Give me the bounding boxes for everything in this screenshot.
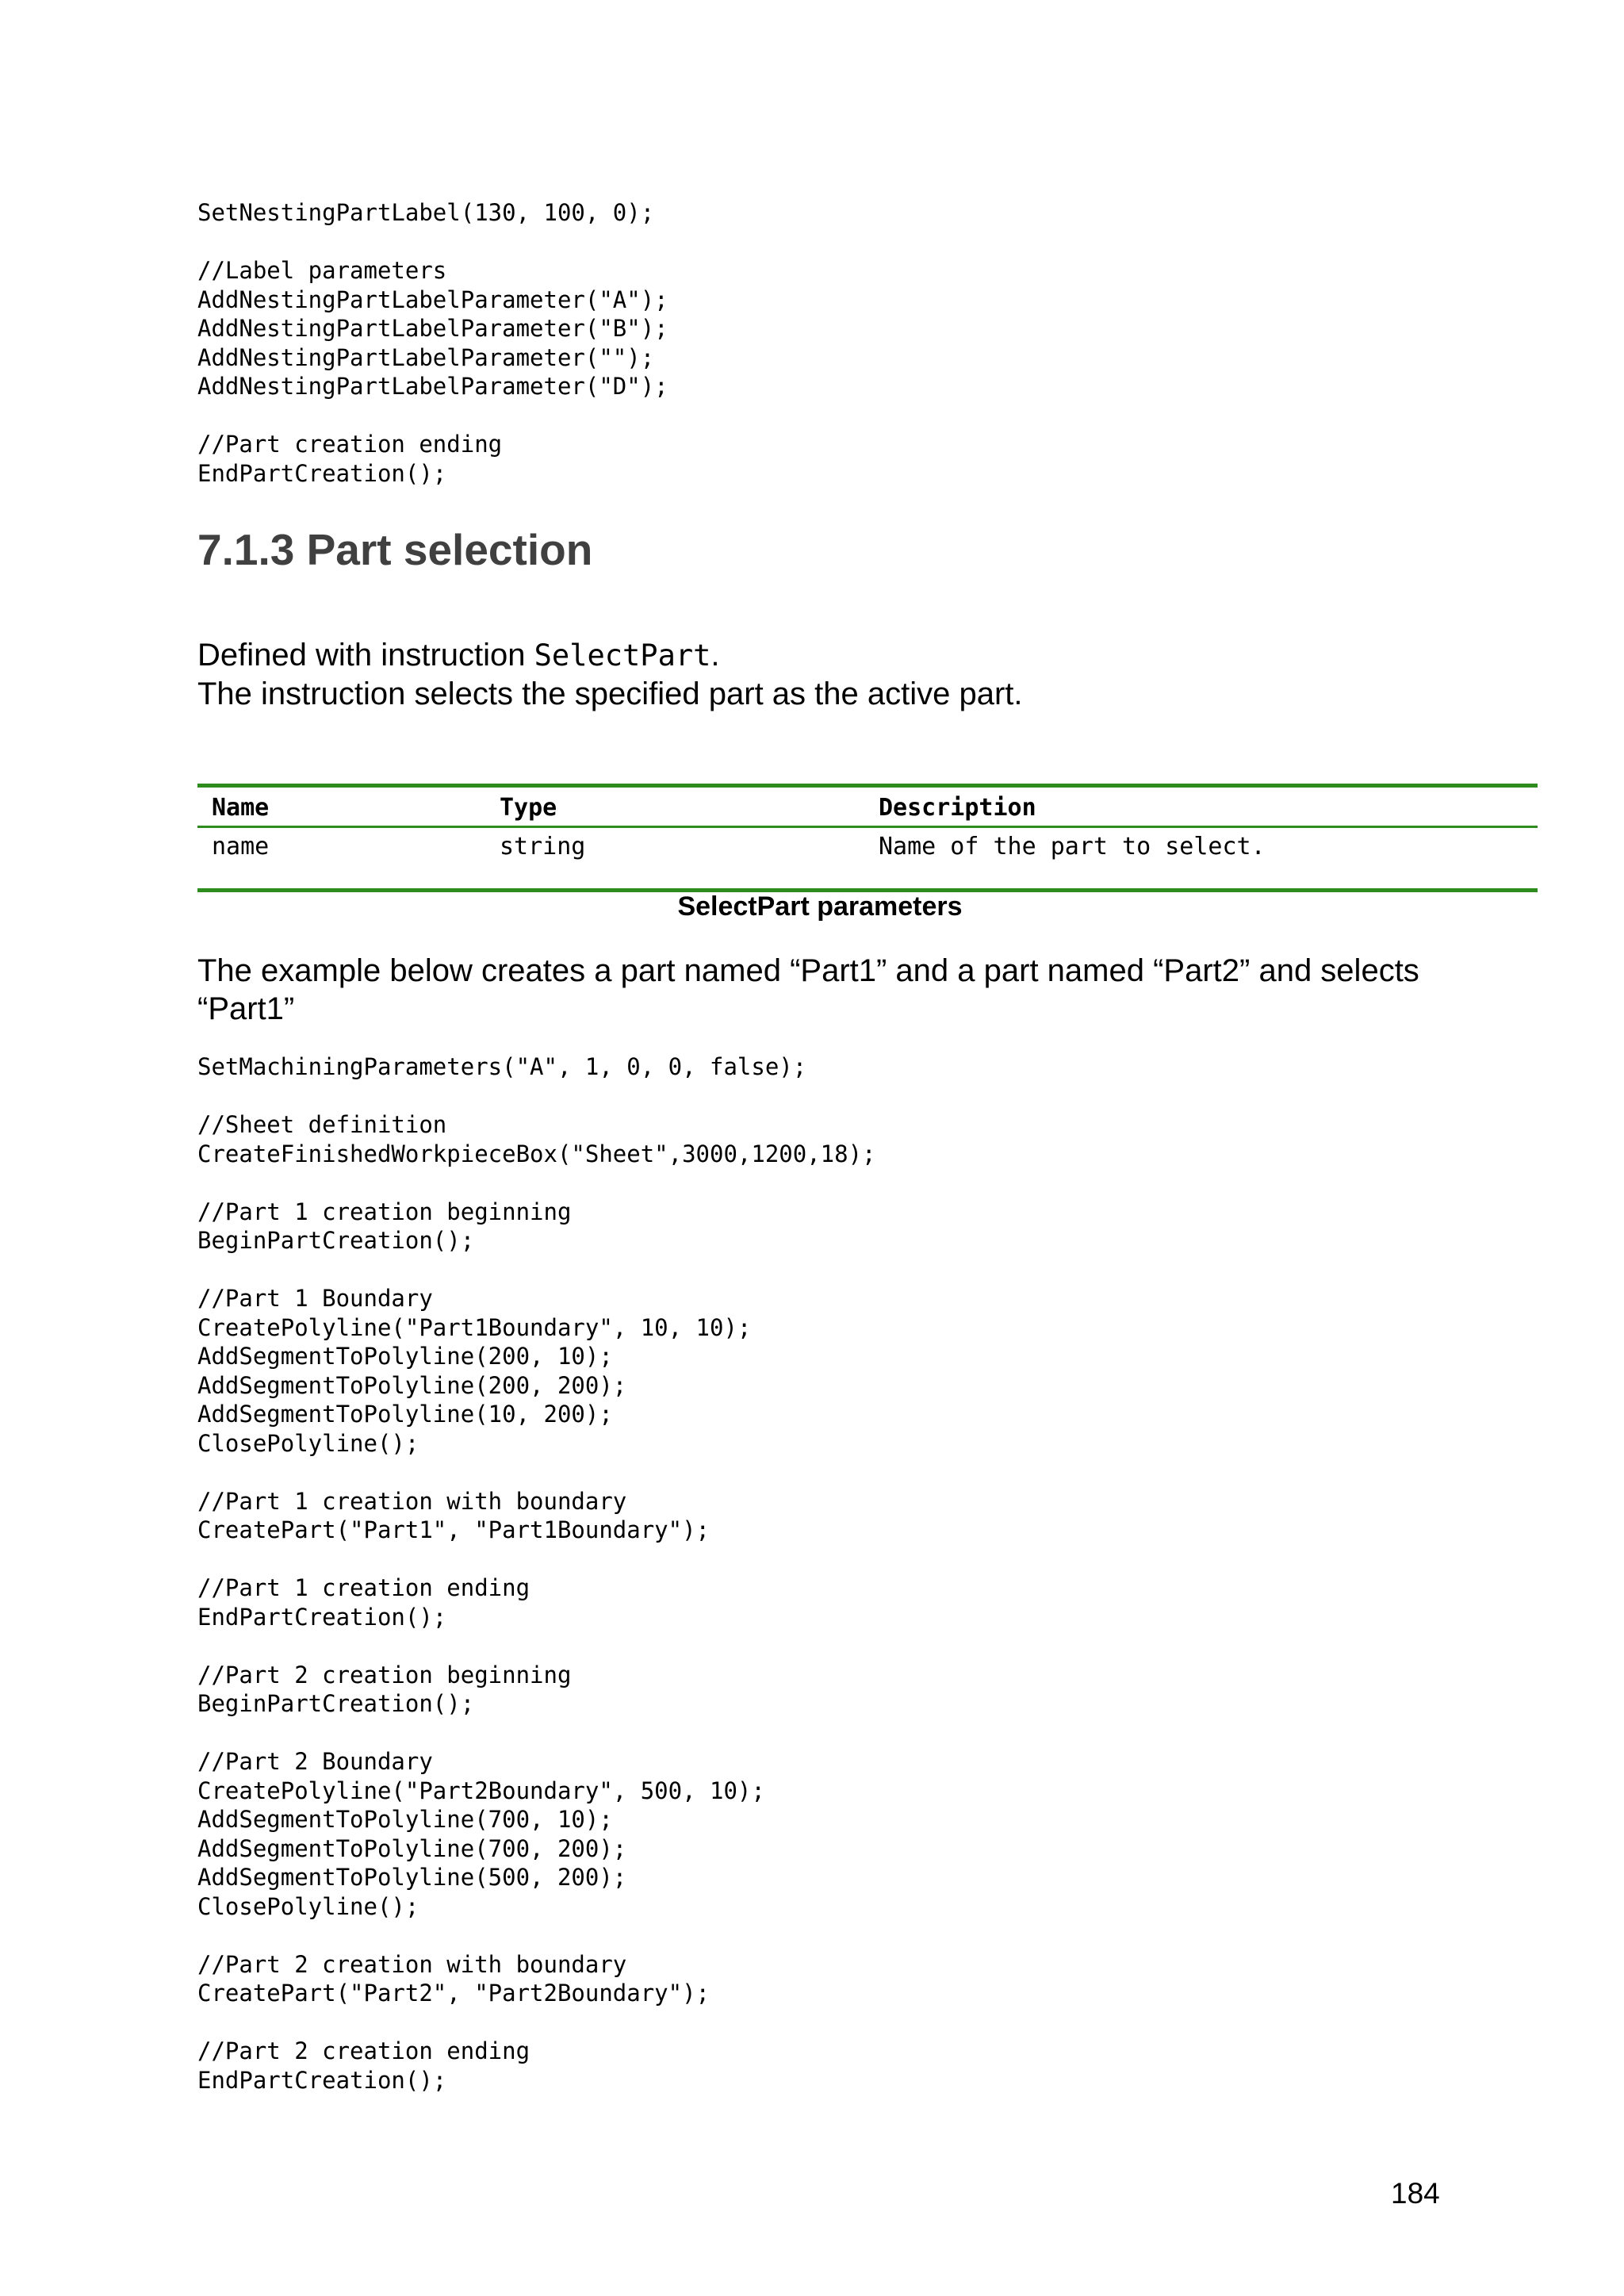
code-line: CreatePolyline("Part1Boundary", 10, 10); xyxy=(197,1313,752,1341)
intro-paragraph xyxy=(197,636,1023,713)
cell-name: name xyxy=(212,833,270,861)
code-line xyxy=(197,401,668,431)
code-line xyxy=(197,1082,876,1111)
code-block-example xyxy=(197,1052,876,2095)
code-line xyxy=(197,2008,876,2037)
code-line: AddSegmentToPolyline(200, 200); xyxy=(197,1371,627,1399)
table-row xyxy=(197,827,1538,891)
code-line xyxy=(197,1921,876,1950)
example-intro: The example below creates a part named “Part1” and a part named “Part2” and selects “Part1” xyxy=(197,953,1419,1026)
code-line: //Part 2 creation with boundary xyxy=(197,1950,627,1978)
code-line: BeginPartCreation(); xyxy=(197,1227,475,1254)
code-line: AddSegmentToPolyline(200, 10); xyxy=(197,1343,613,1370)
code-line: BeginPartCreation(); xyxy=(197,1690,475,1717)
cell-description: Name of the part to select. xyxy=(879,833,1266,861)
code-line: //Part 2 creation ending xyxy=(197,2037,530,2064)
code-line: CreateFinishedWorkpieceBox("Sheet",3000,1200,18); xyxy=(197,1140,876,1167)
code-line: //Sheet definition xyxy=(197,1111,447,1138)
intro-instruction-code: SelectPart xyxy=(534,638,711,673)
intro-line-2: The instruction selects the specified part as the active part. xyxy=(197,677,1023,711)
header-name: Name xyxy=(212,793,270,822)
parameters-table xyxy=(197,784,1538,892)
header-type: Type xyxy=(500,793,557,822)
code-line: //Part 1 creation ending xyxy=(197,1574,530,1601)
code-line: AddSegmentToPolyline(500, 200); xyxy=(197,1864,627,1891)
code-line: AddSegmentToPolyline(10, 200); xyxy=(197,1401,613,1428)
cell-type: string xyxy=(500,833,586,861)
code-line: AddNestingPartLabelParameter("A"); xyxy=(197,286,668,313)
code-line: //Part 1 creation beginning xyxy=(197,1198,572,1225)
code-line: CreatePart("Part2", "Part2Boundary"); xyxy=(197,1980,710,2007)
code-line xyxy=(197,1719,876,1748)
code-line: CreatePart("Part1", "Part1Boundary"); xyxy=(197,1516,710,1543)
code-line: EndPartCreation(); xyxy=(197,1603,447,1631)
table-caption: SelectPart parameters xyxy=(677,891,963,922)
code-line: //Part 2 creation beginning xyxy=(197,1661,572,1688)
code-line: ClosePolyline(); xyxy=(197,1429,419,1457)
code-line xyxy=(197,1255,876,1285)
code-line: AddSegmentToPolyline(700, 10); xyxy=(197,1806,613,1833)
code-line: CreatePolyline("Part2Boundary", 500, 10); xyxy=(197,1777,765,1804)
intro-suffix: . xyxy=(710,638,720,673)
code-line xyxy=(197,1631,876,1661)
code-line: //Part 1 Boundary xyxy=(197,1285,433,1312)
code-line: ClosePolyline(); xyxy=(197,1892,419,1920)
code-line: //Part 1 creation with boundary xyxy=(197,1487,627,1515)
code-line: //Label parameters xyxy=(197,257,447,284)
code-line: SetNestingPartLabel(130, 100, 0); xyxy=(197,199,655,226)
code-block-label-parameters xyxy=(197,198,668,488)
code-line: EndPartCreation(); xyxy=(197,2066,447,2094)
code-line: SetMachiningParameters("A", 1, 0, 0, false); xyxy=(197,1053,807,1080)
code-line: //Part creation ending xyxy=(197,431,503,458)
code-line: AddNestingPartLabelParameter(""); xyxy=(197,343,655,371)
header-description: Description xyxy=(879,793,1036,822)
code-line: AddNestingPartLabelParameter("D"); xyxy=(197,373,668,400)
code-line: //Part 2 Boundary xyxy=(197,1748,433,1775)
code-line: AddNestingPartLabelParameter("B"); xyxy=(197,315,668,342)
section-heading: 7.1.3 Part selection xyxy=(197,525,593,574)
code-line: AddSegmentToPolyline(700, 200); xyxy=(197,1834,627,1862)
code-line xyxy=(197,1168,876,1198)
code-line xyxy=(197,228,668,257)
page-number: 184 xyxy=(1391,2177,1440,2210)
table-header-row xyxy=(197,786,1538,827)
code-line xyxy=(197,1545,876,1574)
intro-prefix: Defined with instruction xyxy=(197,638,534,673)
code-line xyxy=(197,1458,876,1487)
code-line: EndPartCreation(); xyxy=(197,459,447,487)
